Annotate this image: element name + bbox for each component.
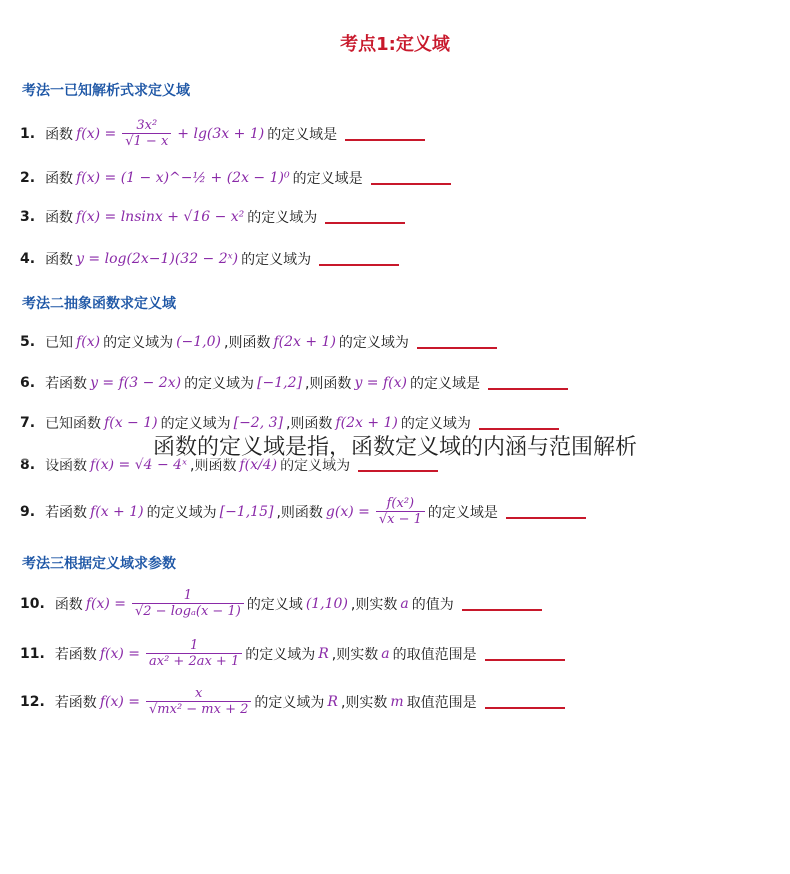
question-number: 2.	[20, 170, 36, 186]
question-prefix: 已知函数	[45, 416, 102, 432]
math-expression: f(x − 1)	[104, 415, 158, 431]
fraction-denominator: ax² + 2ax + 1	[146, 653, 242, 669]
fraction-numerator: 1	[189, 638, 199, 653]
math-expression: y = f(3 − 2x)	[90, 375, 182, 391]
math-expression: f(x) =	[76, 125, 117, 142]
section-heading-2: 考法二抽象函数求定义域	[22, 296, 176, 312]
math-expression: f(2x + 1)	[335, 415, 398, 431]
question-suffix: 的定义域是	[427, 504, 498, 521]
question-number: 5.	[20, 334, 36, 350]
math-expression: g(x) =	[325, 503, 370, 520]
math-expression: f(x) = lnsinx + √16 − x²	[76, 209, 245, 225]
overlay-caption: 函数的定义域是指，函数定义域的内涵与范围解析	[0, 430, 790, 461]
question-suffix: 的定义域为	[400, 416, 471, 432]
answer-blank[interactable]	[371, 183, 451, 185]
math-expression: f(x) =	[85, 595, 126, 612]
question-prefix: 函数	[45, 210, 74, 226]
question-text: ,则函数	[224, 335, 271, 351]
question-prefix: 若函数	[45, 504, 88, 521]
question-text: 的定义域	[246, 596, 303, 613]
question-12	[20, 686, 565, 717]
question-text: ,则函数	[285, 416, 333, 432]
fraction-numerator: x	[195, 686, 203, 701]
answer-blank[interactable]	[345, 139, 425, 141]
fraction-denominator: √2 − logₐ(x − 1)	[132, 603, 244, 619]
question-suffix: 的定义域是	[409, 376, 480, 392]
fraction-denominator: √x − 1	[376, 511, 425, 527]
fraction-numerator: f(x²)	[386, 496, 415, 511]
question-suffix: 的定义域是	[292, 171, 363, 187]
fraction-numerator: 1	[183, 588, 193, 603]
question-number: 9.	[20, 503, 36, 520]
fraction-numerator: 3x²	[136, 118, 158, 133]
question-6	[20, 373, 568, 393]
question-text: 的定义域为	[103, 335, 174, 351]
question-text: 的定义域为	[146, 504, 217, 521]
question-text: ,则函数	[304, 376, 352, 392]
math-expression: f(2x + 1)	[273, 334, 336, 350]
question-text: ,则实数	[340, 694, 388, 711]
math-expression: R	[327, 693, 338, 710]
question-suffix: 的定义域为	[338, 335, 409, 351]
math-expression: f(x/4)	[239, 457, 278, 473]
question-text: 的定义域为	[184, 376, 255, 392]
question-text: ,则实数	[331, 646, 379, 663]
question-5	[20, 332, 497, 352]
math-fraction	[146, 638, 242, 669]
question-3	[20, 207, 405, 227]
answer-blank[interactable]	[485, 659, 565, 661]
question-number: 10.	[20, 595, 45, 612]
math-expression: f(x) = (1 − x)^−½ + (2x − 1)⁰	[76, 170, 290, 186]
answer-blank[interactable]	[462, 609, 542, 611]
question-1	[20, 118, 425, 149]
section-heading-1: 考法一已知解析式求定义域	[22, 83, 190, 99]
math-expression: a	[400, 595, 409, 612]
math-expression: a	[381, 645, 390, 662]
question-number: 4.	[20, 251, 36, 267]
math-expression: [−1,15]	[219, 503, 274, 520]
question-suffix: 的定义域是	[267, 126, 338, 143]
math-expression: f(x + 1)	[90, 503, 144, 520]
answer-blank[interactable]	[485, 707, 565, 709]
math-fraction	[122, 118, 171, 149]
question-suffix: 取值范围是	[406, 694, 477, 711]
question-text: 的定义域为	[160, 416, 231, 432]
question-prefix: 函数	[45, 171, 74, 187]
question-prefix: 函数	[45, 252, 74, 268]
math-expression: f(x) =	[99, 645, 140, 662]
question-text: ,则实数	[350, 596, 398, 613]
question-10	[20, 588, 542, 619]
answer-blank[interactable]	[417, 347, 497, 349]
question-prefix: 函数	[54, 596, 83, 613]
math-expression: (−1,0)	[176, 334, 221, 350]
question-number: 3.	[20, 209, 36, 225]
answer-blank[interactable]	[358, 470, 438, 472]
question-number: 12.	[20, 693, 45, 710]
question-suffix: 的值为	[411, 596, 454, 613]
question-number: 8.	[20, 457, 36, 473]
question-text: ,则函数	[190, 458, 237, 474]
question-text: ,则函数	[276, 504, 323, 521]
question-11	[20, 638, 565, 669]
question-suffix: 的定义域为	[280, 458, 351, 474]
math-expression: f(x) = √4 − 4ˣ	[90, 457, 188, 473]
question-9	[20, 496, 586, 527]
math-expression: + lg(3x + 1)	[177, 125, 265, 142]
question-prefix: 若函数	[45, 376, 88, 392]
fraction-denominator: √mx² − mx + 2	[146, 701, 251, 717]
question-suffix: 的定义域为	[247, 210, 318, 226]
question-prefix: 若函数	[54, 646, 97, 663]
question-number: 7.	[20, 415, 36, 431]
question-number: 1.	[20, 125, 36, 142]
math-fraction	[376, 496, 425, 527]
math-expression: R	[318, 645, 329, 662]
math-expression: m	[390, 693, 404, 710]
math-expression: y = log(2x−1)(32 − 2ˣ)	[76, 251, 239, 267]
question-2	[20, 168, 451, 188]
question-prefix: 已知	[45, 335, 74, 351]
question-text: 的定义域为	[245, 646, 316, 663]
fraction-denominator: √1 − x	[122, 133, 171, 149]
math-expression: [−1,2]	[257, 375, 302, 391]
page-title: 考点1:定义域	[340, 34, 450, 55]
question-suffix: 的取值范围是	[392, 646, 477, 663]
answer-blank[interactable]	[325, 222, 405, 224]
question-prefix: 函数	[45, 126, 74, 143]
section-heading-3: 考法三根据定义域求参数	[22, 556, 176, 572]
math-fraction	[146, 686, 251, 717]
answer-blank[interactable]	[488, 388, 568, 390]
question-number: 11.	[20, 645, 45, 662]
question-number: 6.	[20, 375, 36, 391]
question-prefix: 若函数	[54, 694, 97, 711]
math-expression: [−2, 3]	[233, 415, 283, 431]
question-prefix: 设函数	[45, 458, 88, 474]
math-expression: (1,10)	[305, 595, 348, 612]
answer-blank[interactable]	[506, 517, 586, 519]
question-text: 的定义域为	[254, 694, 325, 711]
question-suffix: 的定义域为	[241, 252, 312, 268]
math-expression: y = f(x)	[354, 375, 407, 391]
question-4	[20, 249, 399, 269]
math-expression: f(x)	[76, 334, 101, 350]
math-expression: f(x) =	[99, 693, 140, 710]
answer-blank[interactable]	[319, 264, 399, 266]
math-fraction	[132, 588, 244, 619]
